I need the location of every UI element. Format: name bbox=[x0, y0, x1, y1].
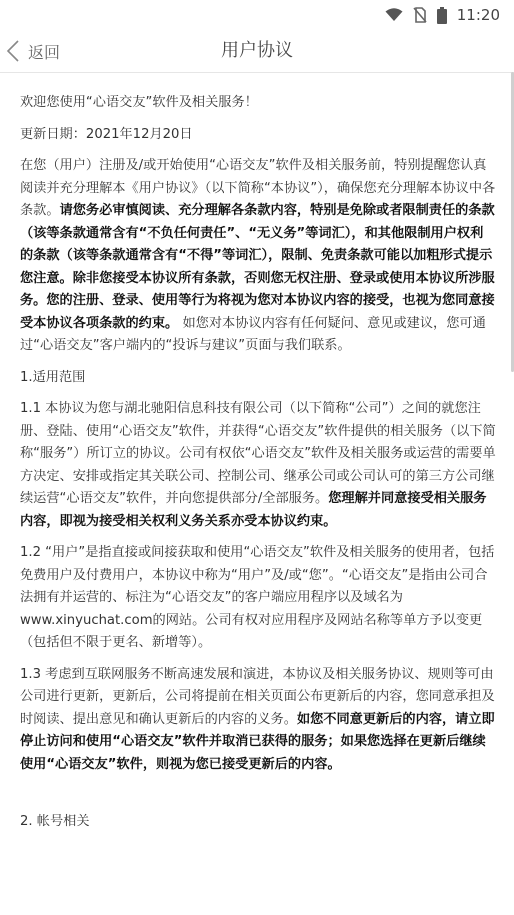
intro-bold-text: 请您务必审慎阅读、充分理解各条款内容，特别是免除或者限制责任的条款（该等条款通常含有“不负任何责任”、“无义务”等词汇），和其他限制用户权利的条款（该等条款通常含有“不得”等词汇），限制、免责条款可能以加粗形式提示您注意。除非您接受本协议所有条款，否则您无权注册、登录或使用本协议所涉服务。您的注册、登录、使用等行为将视为您对本协议内容的接受，也视为您同意接受本协议各项条款的约束。 bbox=[20, 203, 495, 331]
nav-bar bbox=[0, 30, 514, 73]
spacer bbox=[20, 785, 496, 811]
clause-1-2: 1.2 “用户”是指直接或间接获取和使用“心语交友”软件及相关服务的使用者，包括免费用户及付费用户，本协议中称为“用户”及/或“您”。“心语交友”是指由公司合法拥有并运营的、标注为“心语交友”的客户端应用程序以及域名为www.xinyuchat.com的网站。公司有权对应用程序及网站名称等单方予以变更（包括但不限于更名、新增等）。 bbox=[20, 545, 495, 650]
chevron-left-icon bbox=[6, 39, 20, 63]
back-label: 返回 bbox=[28, 42, 61, 62]
clause-1-1-text: 1.1 本协议为您与湖北驰阳信息科技有限公司（以下简称“公司”）之间的就您注册、登陆、使用“心语交友”软件，并获得“心语交友”软件提供的相关服务（以下简称“服务”）所订立的协议。公司有权依“心语交友”软件及相关服务或运营的需要单方决定、安排或指定其关联公司、控制公司、继承公司或公司认可的第三方公司继续运营“心语交友”软件，并向您提供部分/全部服务。 bbox=[20, 401, 496, 506]
welcome-text: 欢迎您使用“心语交友”软件及相关服务！ bbox=[20, 95, 258, 110]
section-title-scope: 1.适用范围 bbox=[20, 369, 86, 385]
clause-1-3-bold: 如您不同意更新后的内容，请立即停止访问和使用“心语交友”软件并取消已获得的服务；如果您选择在更新后继续使用“心语交友”软件，则视为您已接受更新后的内容。 bbox=[20, 711, 495, 772]
intro-text-1: 在您（用户）注册及/或开始使用“心语交友”软件及相关服务前，特别提醒您认真阅读并充分理解本《用户协议》（以下简称“本协议”），确保您充分理解本协议中各条款。 bbox=[20, 158, 496, 218]
clause-1-1-bold: 您理解并同意接受相关服务内容，即视为接受相关权利义务关系亦受本协议约束。 bbox=[20, 491, 487, 529]
update-date: 更新日期：2021年12月20日 bbox=[20, 126, 193, 142]
page-title: 用户协议 bbox=[221, 40, 293, 61]
status-bar bbox=[0, 0, 514, 30]
status-time: 11:20 bbox=[456, 6, 500, 24]
agreement-content[interactable] bbox=[20, 92, 496, 915]
intro-text-2: 如您对本协议内容有任何疑问、意见或建议，您可通过“心语交友”客户端内的“投诉与建议”页面与我们联系。 bbox=[20, 315, 486, 353]
no-sim-icon bbox=[413, 7, 427, 23]
clause-1-3 bbox=[20, 664, 496, 777]
clause-1-1 bbox=[20, 398, 496, 533]
back-button[interactable] bbox=[6, 36, 60, 66]
intro-paragraph bbox=[20, 155, 496, 358]
clause-1-3-text: 1.3 考虑到互联网服务不断高速发展和演进，本协议及相关服务协议、规则等可由公司进行更新，更新后，公司将提前在相关页面公布更新后的内容，您同意承担及时阅读、提出意见和确认更新后的内容的义务。 bbox=[20, 666, 495, 727]
section-title-account: 2. 帐号相关 bbox=[20, 814, 90, 829]
wifi-icon bbox=[385, 8, 403, 22]
battery-icon bbox=[437, 7, 447, 24]
